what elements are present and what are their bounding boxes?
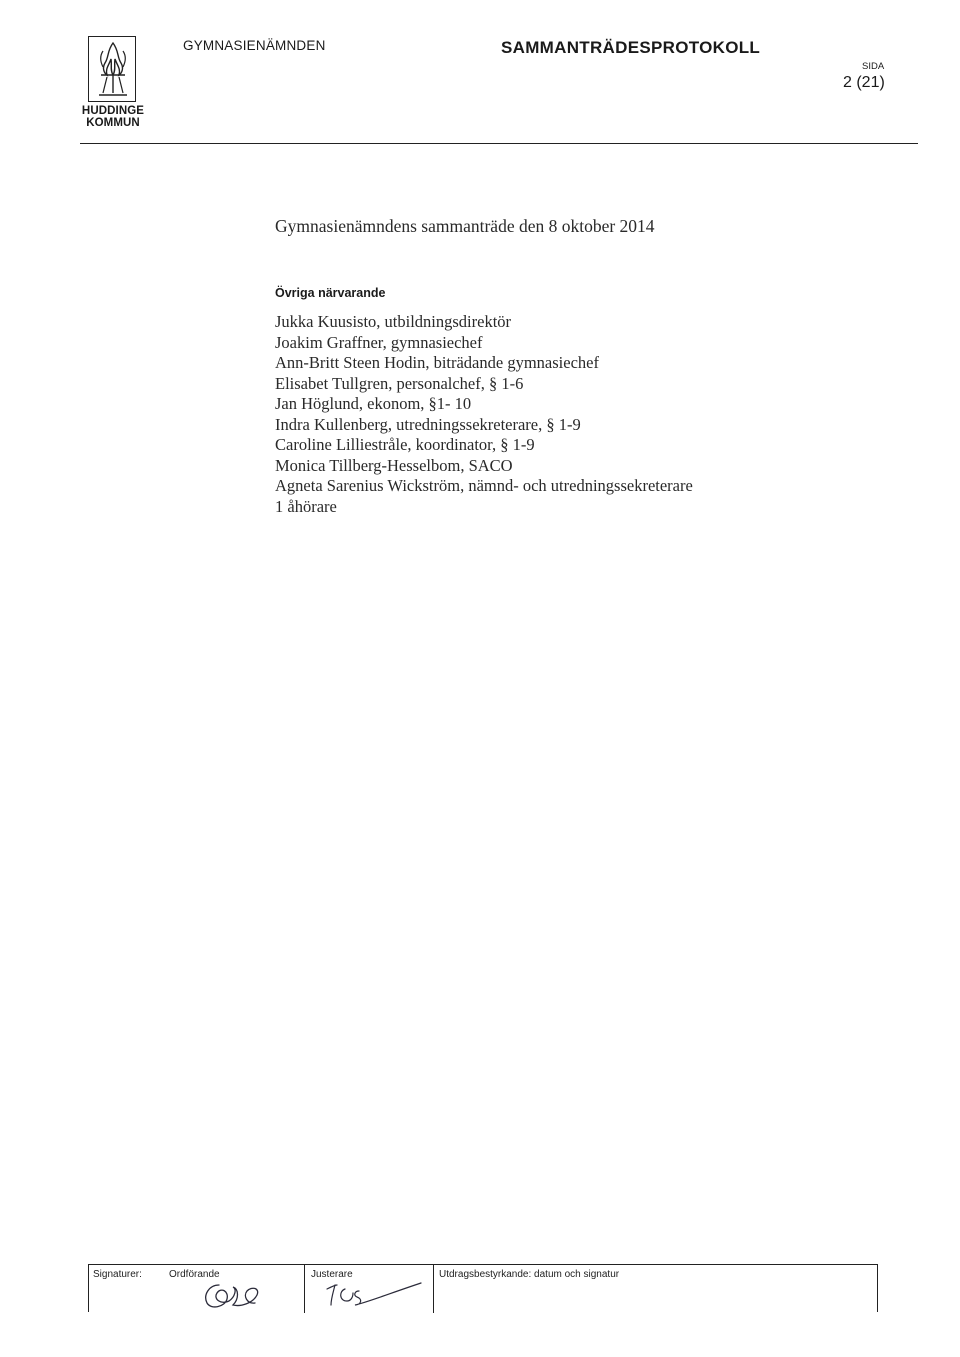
- municipality-name: [78, 105, 148, 129]
- signature-divider: [433, 1265, 434, 1313]
- attendee-item: Indra Kullenberg, utredningssekreterare, § 1-9: [275, 414, 581, 434]
- adjuster-signature-icon: [321, 1279, 431, 1311]
- attendee-item: Caroline Lilliestråle, koordinator, § 1-9: [275, 435, 535, 454]
- coat-of-arms-icon: [88, 36, 136, 102]
- page-label: SIDA: [862, 61, 885, 72]
- signature-box: [88, 1264, 878, 1312]
- municipality-line-2: KOMMUN: [86, 117, 140, 129]
- attendee-item: Monica Tillberg-Hesselbom, SACO: [275, 455, 513, 475]
- committee-name: GYMNASIENÄMNDEN: [183, 38, 326, 53]
- chair-signature-icon: [197, 1277, 271, 1313]
- attendee-item: 1 åhörare: [275, 496, 337, 516]
- header-divider: [80, 143, 918, 144]
- meeting-title: Gymnasienämndens sammanträde den 8 oktober 2014: [275, 216, 655, 236]
- attendee-list: [275, 312, 693, 517]
- attendee-item: Elisabet Tullgren, personalchef, § 1-6: [275, 373, 524, 393]
- attendee-item: Agneta Sarenius Wickström, nämnd- och utredningssekreterare: [275, 476, 693, 495]
- adjuster-label: Justerare: [311, 1269, 353, 1280]
- signatures-label: Signaturer:: [93, 1269, 142, 1280]
- section-heading: Övriga närvarande: [275, 286, 386, 300]
- page-number: 2 (21): [843, 74, 885, 91]
- attendee-item: Joakim Graffner, gymnasiechef: [275, 332, 483, 352]
- extract-label: Utdragsbestyrkande: datum och signatur: [439, 1269, 620, 1280]
- attendee-item: Ann-Britt Steen Hodin, biträdande gymnasiechef: [275, 353, 599, 372]
- chair-label: Ordförande: [169, 1269, 220, 1280]
- attendee-item: Jukka Kuusisto, utbildningsdirektör: [275, 312, 512, 331]
- attendee-item: Jan Höglund, ekonom, §1- 10: [275, 394, 472, 413]
- document-type: SAMMANTRÄDESPROTOKOLL: [501, 38, 761, 57]
- municipality-line-1: HUDDINGE: [81, 105, 145, 117]
- signature-divider: [304, 1265, 305, 1313]
